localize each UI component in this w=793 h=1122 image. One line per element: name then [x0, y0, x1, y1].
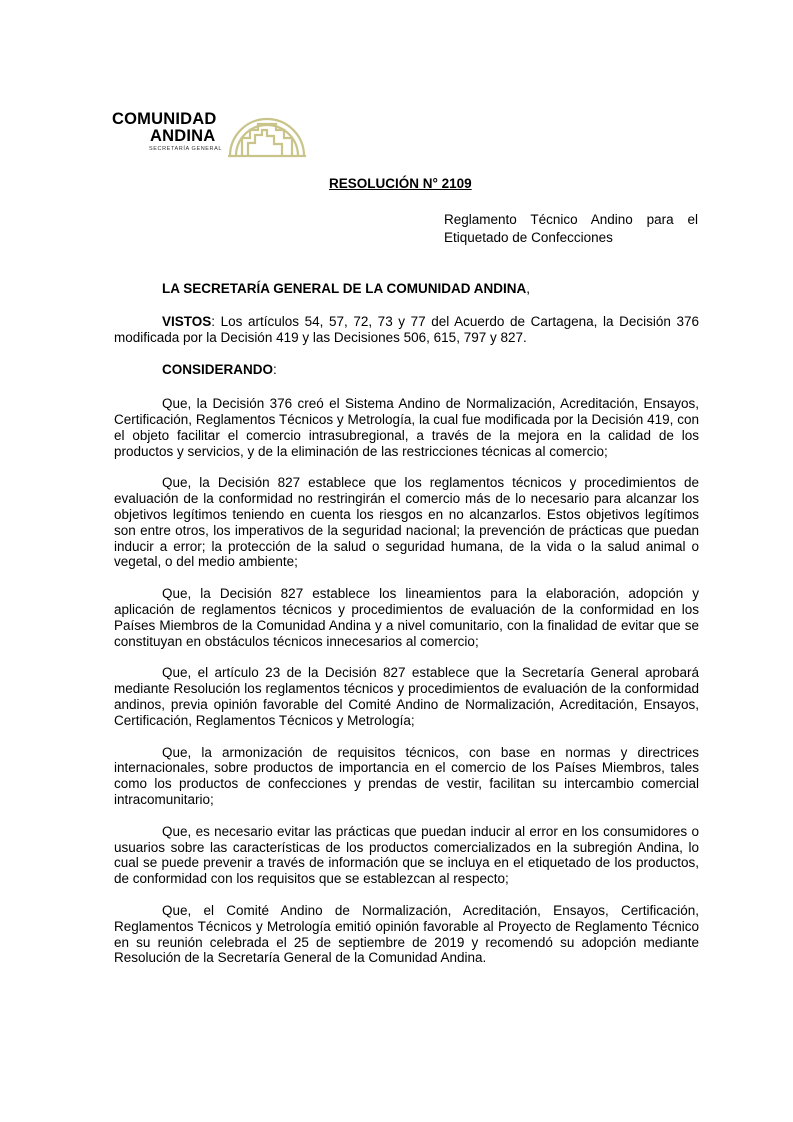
logo-line-comunidad: COMUNIDAD: [112, 110, 217, 128]
considerando-paragraph: Que, la Decisión 827 establece los lineamientos para la elaboración, adopción y aplicación de reglamentos técnicos y procedimientos de evaluación de la conformidad en los Países Miembros de la Comunidad Andina y a nivel comunitario, con la finalidad de evitar que se constituyan en obstáculos técnicos innecesarios al comercio;: [114, 586, 699, 649]
resolution-subject: Reglamento Técnico Andino para el Etiquetado de Confecciones: [444, 212, 698, 245]
considerando-paragraph: Que, la armonización de requisitos técnicos, con base en normas y directrices internacionales, sobre productos de importancia en el comercio de los Países Miembros, tales como los productos de confecciones y prendas de vestir, facilitan su intercambio comercial intracomunitario;: [114, 744, 699, 807]
logo-line-secretaria: SECRETARÍA GENERAL: [149, 146, 223, 152]
logo-line-andina: ANDINA: [150, 127, 216, 145]
document-body: [114, 281, 699, 982]
vistos-label: VISTOS: [162, 313, 212, 329]
considerando-paragraph: Que, la Decisión 827 establece que los reglamentos técnicos y procedimientos de evaluación de la conformidad no restringirán el comercio más de lo necesario para alcanzar los objetivos legítimos teniendo en cuenta los riesgos en no alcanzarlos. Estos objetivos legítimos son entre otros, los imperativos de la seguridad nacional; la prevención de prácticas que puedan inducir a error; la protección de la salud o seguridad humana, de la vida o la salud animal o vegetal, o del medio ambiente;: [114, 475, 699, 570]
considerando-paragraph: Que, es necesario evitar las prácticas que puedan inducir al error en los consumidores o usuarios sobre las características de los productos comercializados en la subregión Andina, lo cual se puede prevenir a través de información que se incluya en el etiquetado de los productos, de conformidad con los requisitos que se establezcan al respecto;: [114, 823, 699, 887]
considerando-heading: [114, 362, 699, 378]
considerando-paragraph: Que, el Comité Andino de Normalización, Acreditación, Ensayos, Certificación, Reglamentos Técnicos y Metrología emitió opinión favorable al Proyecto de Reglamento Técnico en su reunión celebrada el 25 de septiembre de 2019 y recomendó su adopción mediante Resolución de la Secretaría General de la Comunidad Andina.: [114, 902, 699, 966]
andean-steps-emblem-icon: [224, 108, 310, 158]
resolution-title: RESOLUCIÓN N° 2109: [329, 176, 472, 191]
considerando-label: CONSIDERANDO: [162, 362, 274, 378]
considerando-paragraph: Que, el artículo 23 de la Decisión 827 establece que la Secretaría General aprobará mediante Resolución los reglamentos técnicos y procedimientos de evaluación de la conformidad andinos, previa opinión favorable del Comité Andino de Normalización, Acreditación, Ensayos, Certificación, Reglamentos Técnicos y Metrología;: [114, 665, 699, 728]
issuing-body-name: LA SECRETARÍA GENERAL DE LA COMUNIDAD ANDINA: [162, 281, 527, 296]
vistos-text: : Los artículos 54, 57, 72, 73 y 77 del Acuerdo de Cartagena, la Decisión 376 modificada por la Decisión 419 y las Decisiones 506, 615, 797 y 827.: [114, 313, 699, 345]
vistos-paragraph: [114, 314, 699, 346]
comunidad-andina-logo: [112, 108, 312, 160]
issuing-body-comma: ,: [526, 281, 531, 296]
considerando-paragraph: Que, la Decisión 376 creó el Sistema Andino de Normalización, Acreditación, Ensayos, Certificación, Reglamentos Técnicos y Metrología, la cual fue modificada por la Decisión 419, con el objeto facilitar el comercio intrasubregional, a través de la mejora en la calidad de los productos y servicios, y de la eliminación de las restricciones técnicas al comercio;: [114, 396, 699, 459]
considerando-colon: :: [273, 362, 277, 378]
issuing-body-heading: [114, 281, 699, 297]
